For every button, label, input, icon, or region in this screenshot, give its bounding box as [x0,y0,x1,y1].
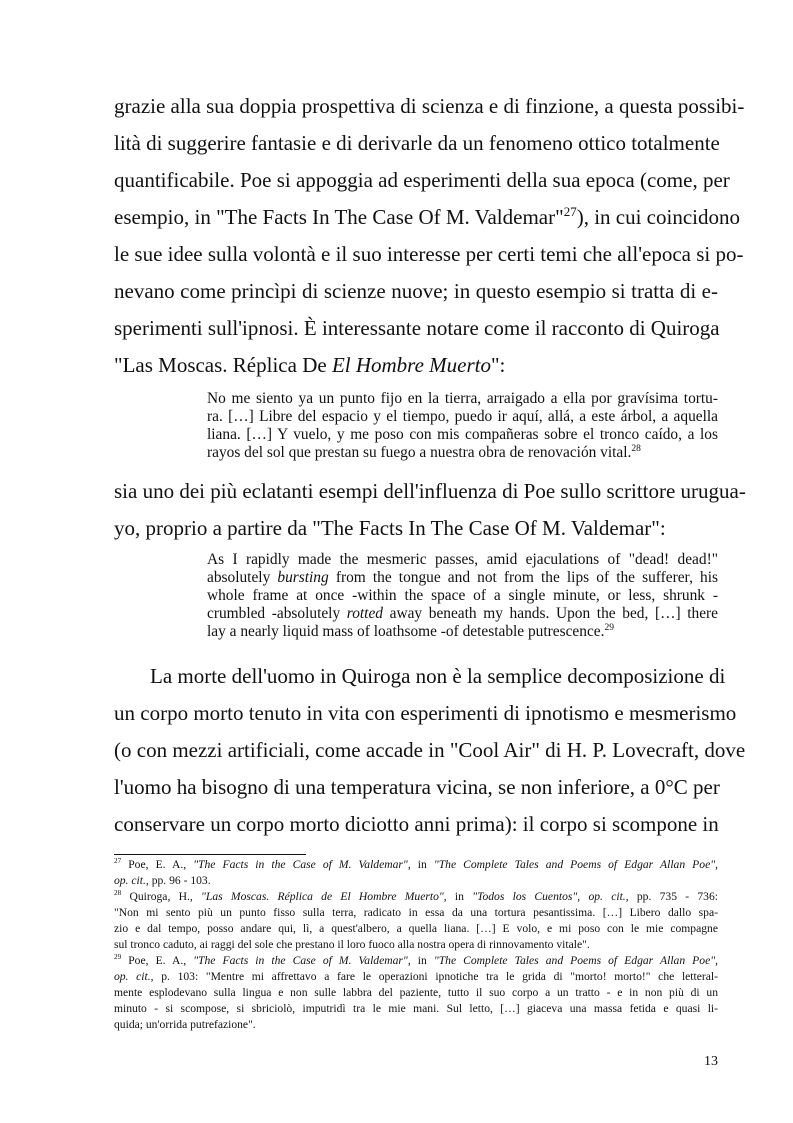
footnote-29 [114,954,718,968]
body-line: yo, proprio a partire da "The Facts In The Case Of M. Valdemar": [114,516,666,540]
quote-line: As I rapidly made the mesmeric passes, amid ejaculations of "dead! dead!" [207,551,718,568]
footnote-text: , in [407,858,434,871]
footnote-text: Poe, E. A., [121,954,194,967]
quote-text: lay a nearly liquid mass of loathsome -of detestable putrescence. [207,623,605,640]
quote-line [207,444,718,462]
italic-word: bursting [277,569,329,586]
footnote-29-cont: minuto - si scompose, si sbriciolò, imputridì tra le mie mani. Sul letto, […] giaceva una massa fetida e quasi li- [114,1002,718,1015]
footnote-italic: "The Facts in the Case of M. Valdemar" [193,858,408,871]
footnote-27-cont [114,874,718,888]
page-number: 13 [704,1054,718,1069]
quote-line: liana. […] Y vuelo, y me poso con mis compañeras sobre el tronco caído, a los [207,426,718,443]
quote-line: ra. […] Libre del espacio y el tiempo, puedo ir aquí, allá, a este árbol, a aquella [207,408,718,425]
body-text: esempio, in "The Facts In The Case Of M. Valdemar" [114,205,564,229]
body-line: La morte dell'uomo in Quiroga non è la semplice decomposizione di [150,664,726,688]
footnote-italic: "Las Moscas. Réplica de El Hombre Muerto" [201,890,444,903]
footnote-ref-28: 28 [631,442,641,454]
quote-line: whole frame at once -within the space of a single minute, or less, shrunk - [207,587,718,604]
body-line [114,353,718,377]
footnote-number: 28 [114,889,122,898]
footnote-text: , p. 103: "Mentre mi affrettavo a fare le operazioni ipnotiche tra le grida di "morto! morto!" che letteral- [150,970,718,983]
body-line: l'uomo ha bisogno di una temperatura vicina, se non inferiore, a 0°C per [114,775,720,799]
quote-line [207,623,718,641]
quote-text: away beneath my hands. Upon the bed, […] there [383,605,718,622]
footnote-28-cont: sul tronco caduto, ai raggi del sole che prestano il loro fuoco alla nostra opera di rinnovamento vitale". [114,938,590,951]
footnote-text: , pp. 96 - 103. [145,874,211,887]
footnote-italic: "The Complete Tales and Poems of Edgar Allan Poe" [433,858,716,871]
italic-word: rotted [346,605,383,622]
body-line: (o con mezzi artificiali, come accade in "Cool Air" di H. P. Lovecraft, dove [114,738,746,762]
footnote-text: , [715,858,718,871]
footnote-text: Quiroga, H., [121,890,202,903]
body-line: conservare un corpo morto diciotto anni prima): il corpo si scompone in [114,812,719,836]
footnote-text: , [577,890,589,903]
quote-text: crumbled -absolutely [207,605,347,622]
body-text: "Las Moscas. Réplica De [114,353,332,377]
footnote-27 [114,858,718,872]
quote-line [207,569,718,587]
body-line: sia uno dei più eclatanti esempi dell'influenza di Poe sullo scrittore urugua- [114,479,746,503]
footnote-28-cont: zio e dal tempo, posso andare qui, lì, a quest'albero, a quella liana. […] E volo, e mi poso con le mie compagne [114,922,718,935]
footnote-number: 29 [114,953,122,962]
quote-line [207,605,718,623]
body-text: ": [490,353,506,377]
footnote-text: , [715,954,718,967]
footnote-29-cont: mente esplodevano sulla lingua e non sulle labbra del paziente, tutto il suo corpo a un tratto - e in non più di un [114,986,718,999]
footnote-ref-29: 29 [604,621,614,633]
body-line: grazie alla sua doppia prospettiva di scienza e di finzione, a questa possibi- [114,94,745,118]
body-line: lità di suggerire fantasie e di derivarle da un fenomeno ottico totalmente [114,131,720,155]
quote-line: No me siento ya un punto fijo en la tierra, arraigado a ella por gravísima tortu- [207,390,718,407]
footnote-separator [114,854,306,855]
footnote-italic: "The Complete Tales and Poems of Edgar Allan Poe" [433,954,716,967]
body-text: ), in cui coincidono [576,205,740,229]
footnote-text: , in [443,890,473,903]
footnote-number: 27 [114,857,122,866]
italic-title: El Hombre Muerto [331,353,491,377]
body-line: sperimenti sull'ipnosi. È interessante notare come il racconto di Quiroga [114,316,720,340]
footnote-29-cont: quida; un'orrida putrefazione". [114,1018,256,1031]
body-line: quantificabile. Poe si appoggia ad esperimenti della sua epoca (come, per [114,168,730,192]
quote-text: rayos del sol que prestan su fuego a nuestra obra de renovación vital. [207,444,632,461]
footnote-italic: "The Facts in the Case of M. Valdemar" [193,954,408,967]
footnote-italic: op. cit. [114,970,151,983]
body-line [114,204,740,229]
body-line: nevano come princìpi di scienze nuove; in questo esempio si tratta di e- [114,279,718,303]
footnote-text: , pp. 735 - 736: [625,890,718,903]
footnote-text: Poe, E. A., [121,858,194,871]
footnote-text: , in [407,954,434,967]
footnote-29-cont [114,970,718,984]
footnote-italic: op. cit. [114,874,146,887]
footnote-28 [114,890,718,904]
quote-text: from the tongue and not from the lips of the sufferer, his [328,569,719,586]
body-line: le sue idee sulla volontà e il suo interesse per certi temi che all'epoca si po- [114,242,744,266]
footnote-ref-27: 27 [563,204,577,219]
body-line: un corpo morto tenuto in vita con esperimenti di ipnotismo e mesmerismo [114,701,737,725]
quote-text: absolutely [207,569,278,586]
footnote-28-cont: "Non mi sento più un punto fisso sulla terra, radicato in essa da una tortura pesantissima. […] Libero dallo spa- [114,906,718,919]
footnote-italic: op. cit. [588,890,626,903]
footnote-italic: "Todos los Cuentos" [472,890,578,903]
